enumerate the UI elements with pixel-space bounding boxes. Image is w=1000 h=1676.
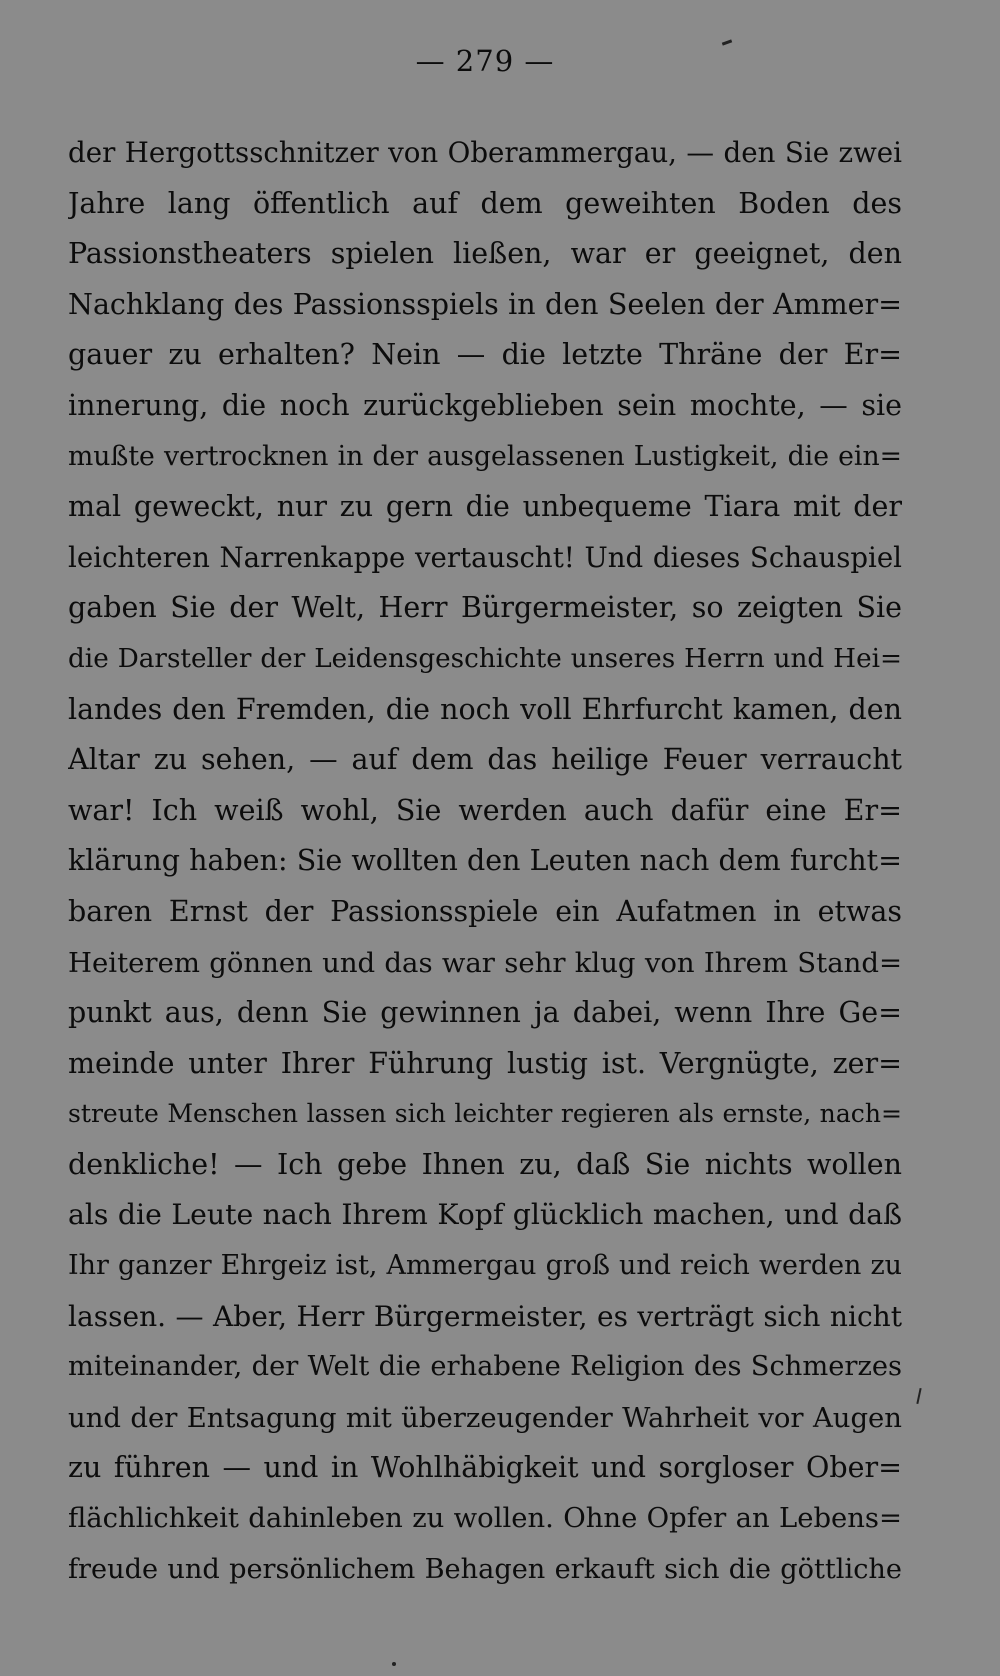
text-line: leichteren Narrenkappe vertauscht! Und dieses Schauspiel xyxy=(68,540,902,574)
text-line: mußte vertrocknen in der ausgelassenen Lustigkeit, die ein= xyxy=(68,440,902,472)
body-text xyxy=(68,128,902,1595)
text-line: denkliche! — Ich gebe Ihnen zu, daß Sie nichts wollen xyxy=(68,1147,902,1181)
text-line: Heiterem gönnen und das war sehr klug von Ihrem Stand= xyxy=(68,946,902,979)
text-line: innerung, die noch zurückgeblieben sein mochte, — sie xyxy=(68,388,902,422)
text-line: landes den Fremden, die noch voll Ehrfurcht kamen, den xyxy=(68,692,902,726)
text-line: baren Ernst der Passionsspiele ein Aufatmen in etwas xyxy=(68,894,902,928)
text-line: und der Entsagung mit überzeugender Wahrheit vor Augen xyxy=(68,1401,902,1434)
text-line: flächlichkeit dahinleben zu wollen. Ohne Opfer an Lebens= xyxy=(68,1503,902,1535)
text-line: gauer zu erhalten? Nein — die letzte Thräne der Er= xyxy=(68,338,902,372)
text-line: Jahre lang öffentlich auf dem geweihten Boden des xyxy=(68,186,902,220)
text-line: Ihr ganzer Ehrgeiz ist, Ammergau groß und reich werden zu xyxy=(68,1250,902,1282)
text-line: punkt aus, denn Sie gewinnen ja dabei, wenn Ihre Ge= xyxy=(68,996,902,1030)
text-line: lassen. — Aber, Herr Bürgermeister, es verträgt sich nicht xyxy=(68,1299,902,1333)
text-line: als die Leute nach Ihrem Kopf glücklich machen, und daß xyxy=(68,1198,902,1232)
text-line: Nachklang des Passionsspiels in den Seelen der Ammer= xyxy=(68,287,902,321)
text-line: war! Ich weiß wohl, Sie werden auch dafür eine Er= xyxy=(68,793,902,827)
text-line: Altar zu sehen, — auf dem das heilige Feuer verraucht xyxy=(68,743,902,777)
text-line: die Darsteller der Leidensgeschichte unseres Herrn und Hei= xyxy=(68,643,902,674)
ink-speck xyxy=(916,1388,921,1404)
text-line: klärung haben: Sie wollten den Leuten nach dem furcht= xyxy=(68,844,902,878)
text-line: zu führen — und in Wohlhäbigkeit und sorgloser Ober= xyxy=(68,1451,902,1485)
text-line: miteinander, der Welt die erhabene Religion des Schmerzes xyxy=(68,1351,902,1383)
text-line: freude und persönlichem Behagen erkauft sich die göttliche xyxy=(68,1553,902,1585)
text-line: meinde unter Ihrer Führung lustig ist. Vergnügte, zer= xyxy=(68,1046,902,1080)
text-line: mal geweckt, nur zu gern die unbequeme Tiara mit der xyxy=(68,490,902,524)
text-line: der Hergottsschnitzer von Oberammergau, — den Sie zwei xyxy=(68,136,902,169)
ink-speck xyxy=(392,1662,396,1666)
page-number: — 279 — xyxy=(415,44,555,78)
text-line: gaben Sie der Welt, Herr Bürgermeister, so zeigten Sie xyxy=(68,591,902,625)
text-line: streute Menschen lassen sich leichter regieren als ernste, nach= xyxy=(68,1099,902,1129)
text-line: Passionstheaters spielen ließen, war er geeignet, den xyxy=(68,237,902,271)
